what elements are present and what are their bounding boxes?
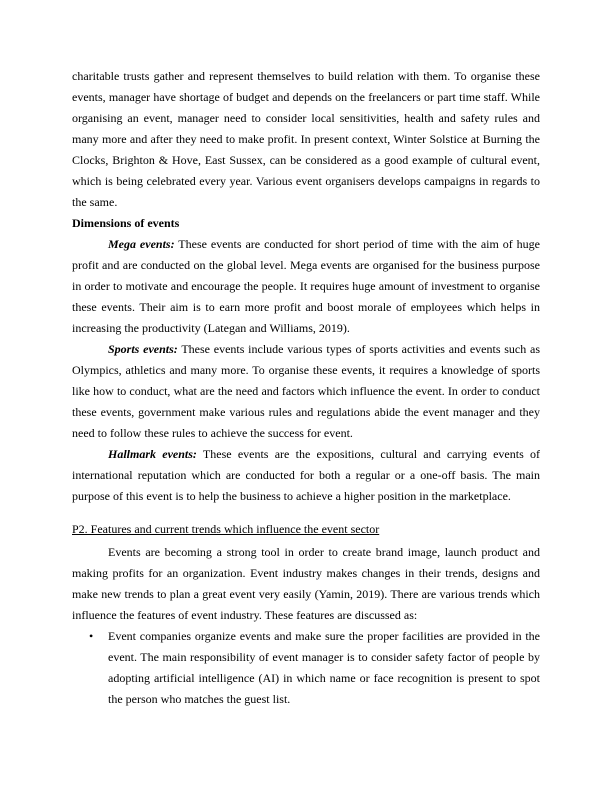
document-page bbox=[72, 66, 540, 710]
hallmark-events-paragraph bbox=[72, 444, 540, 507]
mega-events-text: These events are conducted for short period of time with the aim of huge profit and are conducted on the global level. Mega events are organised for the business purpose in order to motivate and encourage the people. It requires huge amount of investment to organise these events. Their aim is to earn more profit and boost morale of employees which helps in increasing the productivity (Lategan and Williams, 2019). bbox=[72, 237, 540, 335]
intro-paragraph: charitable trusts gather and represent themselves to build relation with them. To organise these events, manager have shortage of budget and depends on the freelancers or part time staff. While organising an event, manager need to consider local sensitivities, health and safety rules and many more and after they need to make profit. In present context, Winter Solstice at Burning the Clocks, Brighton & Hove, East Sussex, can be considered as a good example of cultural event, which is being celebrated every year. Various event organisers develops campaigns in regards to the same. bbox=[72, 69, 540, 209]
section-p2-paragraph: Events are becoming a strong tool in order to create brand image, launch product and making profits for an organization. Event industry makes changes in their trends, designs and make new trends to plan a great event very easily (Yamin, 2019). There are various trends which influence the features of event industry. These features are discussed as: bbox=[72, 545, 540, 622]
bullet-text: Event companies organize events and make sure the proper facilities are provided in the event. The main responsibility of event manager is to consider safety factor of people by adopting artificial intelligence (AI) in which name or face recognition is present to spot the person who matches the guest list. bbox=[108, 629, 540, 706]
hallmark-events-text: These events are the expositions, cultural and carrying events of international reputation which are conducted for both a regular or a one-off basis. The main purpose of this event is to help the business to achieve a higher position in the marketplace. bbox=[72, 447, 540, 503]
sports-events-term: Sports events: bbox=[108, 342, 178, 356]
hallmark-events-term: Hallmark events: bbox=[108, 447, 197, 461]
section-p2-title: P2. Features and current trends which influence the event sector bbox=[72, 522, 380, 536]
sports-events-paragraph bbox=[72, 339, 540, 444]
mega-events-paragraph bbox=[72, 234, 540, 339]
bullet-icon: • bbox=[89, 629, 94, 643]
bullet-list bbox=[72, 626, 540, 710]
sports-events-text: These events include various types of sports activities and events such as Olympics, athletics and many more. To organise these events, it requires a knowledge of sports like how to conduct, what are the need and factors which influence the event. In order to conduct these events, government make various rules and regulations abide the event manager and they need to follow these rules to achieve the success for event. bbox=[72, 342, 541, 440]
list-item bbox=[72, 626, 540, 710]
dimensions-heading: Dimensions of events bbox=[72, 216, 180, 230]
mega-events-term: Mega events: bbox=[108, 237, 175, 251]
